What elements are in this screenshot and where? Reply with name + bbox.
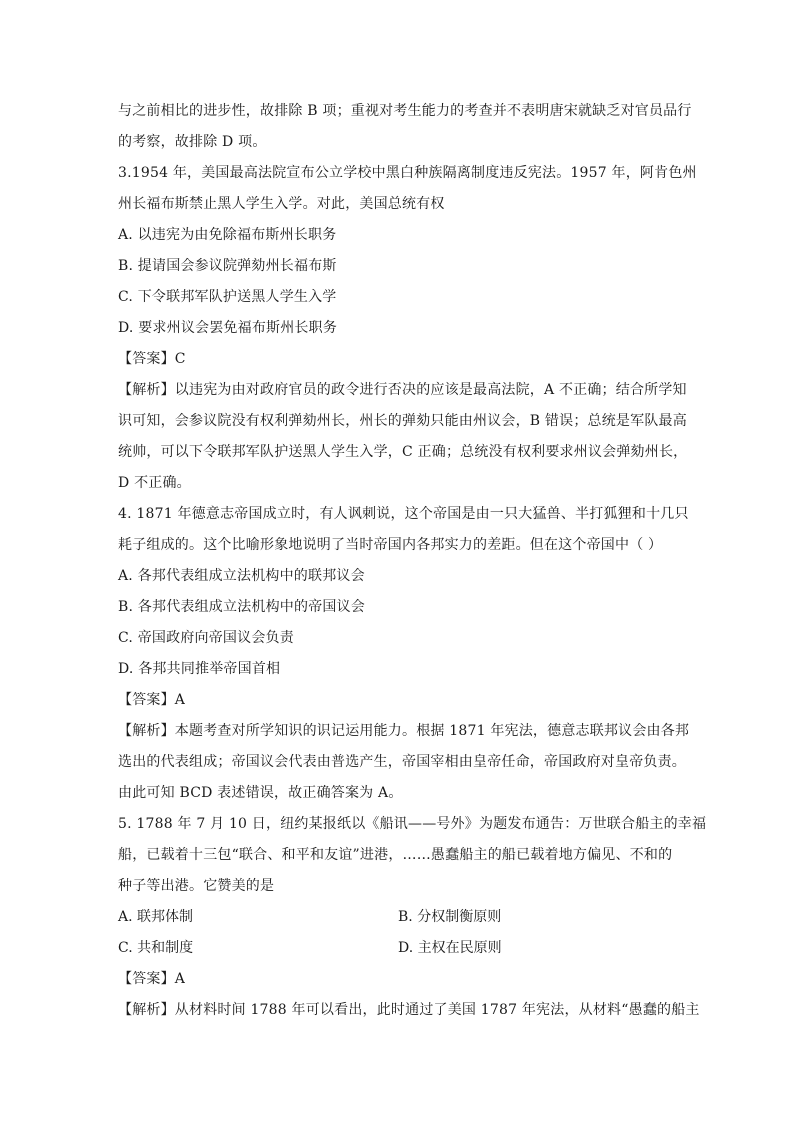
question-5-stem: 5. 1788 年 7 月 10 日，纽约某报纸以《船讯——号外》为题发布通告：万世联合船主的幸福 bbox=[118, 816, 707, 832]
question-3-option-d: D. 要求州议会罢免福布斯州长职务 bbox=[118, 320, 338, 336]
question-5-option-c: C. 共和制度 bbox=[118, 940, 194, 956]
question-3-option-b: B. 提请国会参议院弹劾州长福布斯 bbox=[118, 258, 337, 274]
question-3-analysis: 【解析】以违宪为由对政府官员的政令进行否决的应该是最高法院，A 不正确；结合所学知 bbox=[118, 382, 687, 398]
question-5-stem: 种子等出港。它赞美的是 bbox=[118, 878, 275, 894]
text-line: 的考察，故排除 D 项。 bbox=[118, 134, 267, 150]
question-5-options-row bbox=[118, 902, 678, 933]
question-3-analysis: 识可知，会参议院没有权利弹劾州长，州长的弹劾只能由州议会，B 错误；总统是军队最高 bbox=[118, 413, 687, 429]
text-line: 与之前相比的进步性，故排除 B 项；重视对考生能力的考查并不表明唐宋就缺乏对官员品行 bbox=[118, 103, 692, 119]
question-3-option-c: C. 下令联邦军队护送黑人学生入学 bbox=[118, 289, 337, 305]
question-5-analysis: 【解析】从材料时间 1788 年可以看出，此时通过了美国 1787 年宪法，从材料“愚蠢的船主 bbox=[118, 1002, 700, 1018]
question-4-stem: 4. 1871 年德意志帝国成立时，有人讽刺说，这个帝国是由一只大猛兽、半打狐狸和十几只 bbox=[118, 506, 689, 522]
question-4-analysis: 选出的代表组成；帝国议会代表由普选产生，帝国宰相由皇帝任命，帝国政府对皇帝负责。 bbox=[118, 754, 686, 770]
question-4-option-a: A. 各邦代表组成立法机构中的联邦议会 bbox=[118, 568, 365, 584]
document-page bbox=[118, 96, 707, 1026]
question-5-option-a: A. 联邦体制 bbox=[118, 909, 194, 925]
question-4-analysis: 由此可知 BCD 表述错误，故正确答案为 A。 bbox=[118, 785, 403, 801]
question-3-analysis: 统帅，可以下令联邦军队护送黑人学生入学，C 正确；总统没有权利要求州议会弹劾州长， bbox=[118, 444, 688, 460]
question-3-option-a: A. 以违宪为由免除福布斯州长职务 bbox=[118, 227, 337, 243]
question-5-options-row bbox=[118, 933, 678, 964]
question-3-analysis: D 不正确。 bbox=[118, 475, 191, 491]
question-4-stem: 耗子组成的。这个比喻形象地说明了当时帝国内各邦实力的差距。但在这个帝国中（ ） bbox=[118, 537, 663, 553]
question-5-stem: 船，已载着十三包“联合、和平和友谊”进港，……愚蠢船主的船已载着地方偏见、不和的 bbox=[118, 847, 673, 863]
question-3-answer: 【答案】C bbox=[118, 351, 186, 367]
question-4-option-d: D. 各邦共同推举帝国首相 bbox=[118, 661, 281, 677]
question-4-option-b: B. 各邦代表组成立法机构中的帝国议会 bbox=[118, 599, 365, 615]
question-3-stem: 3.1954 年，美国最高法院宣布公立学校中黑白种族隔离制度违反宪法。1957 年，阿肯色州 bbox=[118, 165, 697, 181]
question-4-answer: 【答案】A bbox=[118, 692, 186, 708]
question-5-option-d: D. 主权在民原则 bbox=[398, 940, 502, 956]
question-3-stem: 州长福布斯禁止黑人学生入学。对此，美国总统有权 bbox=[118, 196, 445, 212]
question-5-option-b: B. 分权制衡原则 bbox=[398, 909, 502, 925]
question-5-answer: 【答案】A bbox=[118, 971, 186, 987]
question-4-analysis: 【解析】本题考查对所学知识的识记运用能力。根据 1871 年宪法，德意志联邦议会由各邦 bbox=[118, 723, 690, 739]
question-4-option-c: C. 帝国政府向帝国议会负责 bbox=[118, 630, 294, 646]
